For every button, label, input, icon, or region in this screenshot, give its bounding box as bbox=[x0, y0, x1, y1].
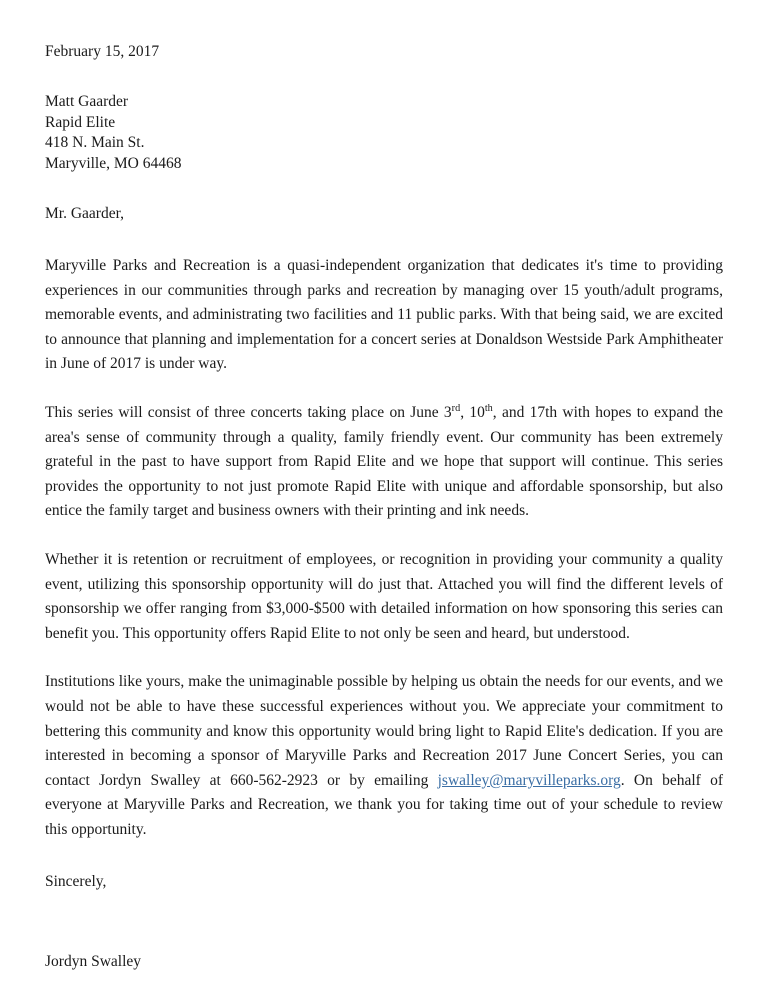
paragraph-intro: Maryville Parks and Recreation is a quasi-independent organization that dedicates it's time to providing experiences in our communities through parks and recreation by managing over 15 youth/adult programs, memorable events, and administrating two facilities and 11 public parks. With that being said, we are excited to announce that planning and implementation for a concert series at Donaldson Westside Park Amphitheater in June of 2017 is under way. bbox=[45, 257, 723, 373]
letter-body bbox=[45, 42, 723, 972]
paragraph-contact-text-a: Institutions like yours, make the unimaginable possible by helping us obtain the needs for our events, and we would not be able to have these successful experiences without you. We appreciate your commitment to bettering this community and know this opportunity would bring light to Rapid Elite's dedication. If you are interested in becoming a sponsor of Maryville Parks and Recreation 2017 June Concert Series, you can contact Jordyn Swalley at 660-562-2923 or by emailing bbox=[45, 673, 723, 789]
paragraph-sponsorship-levels: Whether it is retention or recruitment of employees, or recognition in providing your community a quality event, utilizing this sponsorship opportunity will do just that. Attached you will find the different levels of sponsorship we offer ranging from $3,000-$500 with detailed information on how sponsoring this series can benefit you. This opportunity offers Rapid Elite to not only be seen and heard, but understood. bbox=[45, 550, 723, 642]
closing-salutation: Sincerely, bbox=[45, 873, 107, 891]
paragraph-concert-series-text-b: , 10 bbox=[460, 403, 485, 421]
ordinal-suffix-th: th bbox=[484, 402, 493, 414]
recipient-organization: Rapid Elite bbox=[45, 113, 116, 131]
recipient-address-block bbox=[45, 92, 723, 174]
signature-name: Jordyn Swalley bbox=[45, 953, 142, 971]
recipient-name: Matt Gaarder bbox=[45, 93, 129, 110]
paragraph-concert-series-text-c: , and 17th with hopes to expand the area's sense of community through a quality, family friendly event. Our community has been extremely grateful in the past to have support from Rapid Elite and we hope that support will continue. This series provides the opportunity to not just promote Rapid Elite with unique and affordable sponsorship, but also entice the family target and business owners with their printing and ink needs. bbox=[45, 403, 724, 520]
paragraph-contact-text-b: . On behalf of everyone at Maryville Parks and Recreation, we thank you for taking time out of your schedule to review this opportunity. bbox=[45, 771, 723, 838]
recipient-street: 418 N. Main St. bbox=[45, 134, 145, 151]
paragraph-contact bbox=[45, 670, 723, 842]
letter-date: February 15, 2017 bbox=[45, 43, 160, 60]
email-link[interactable]: jswalley@maryvilleparks.org bbox=[437, 771, 621, 789]
salutation: Mr. Gaarder, bbox=[45, 205, 124, 222]
ordinal-suffix-rd: rd bbox=[451, 402, 461, 414]
recipient-city-state-zip: Maryville, MO 64468 bbox=[45, 154, 182, 172]
paragraph-concert-series bbox=[45, 401, 723, 524]
paragraph-concert-series-text-a: This series will consist of three concerts taking place on June 3 bbox=[45, 403, 452, 421]
